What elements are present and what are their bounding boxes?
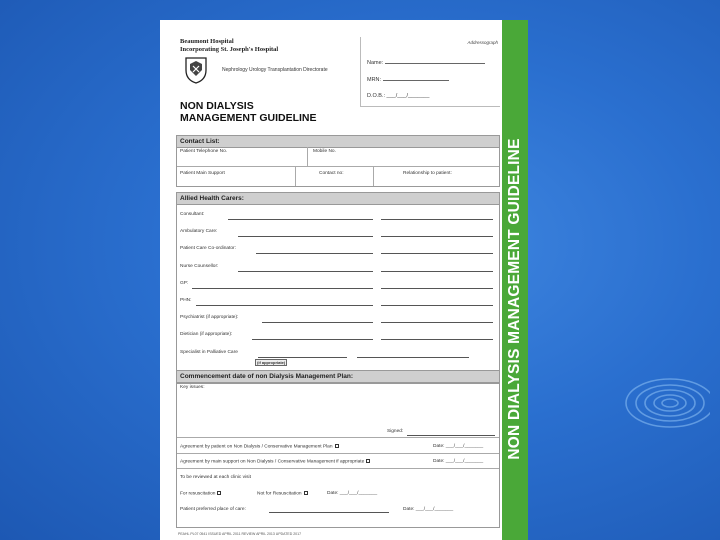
patient-name-field[interactable]: Name:	[367, 59, 485, 66]
mrn-field[interactable]: MRN:	[367, 76, 449, 83]
agree-patient-row: Agreement by patient on Non Dialysis / Conservative Management Plan	[180, 444, 339, 449]
resus-date[interactable]: Date: ___/___/_______	[327, 491, 378, 496]
allied-row-label: Nurse Counsellor:	[180, 263, 219, 269]
form-footer: PEAHL PL07 0541 ISSUED APRIL 2011 REVIEW APRIL 2013 UPDATED 2017	[178, 532, 302, 536]
hospital-name: Beaumont Hospital	[180, 38, 234, 45]
allied-row-label: Patient Care Co-ordinator:	[180, 246, 236, 252]
allied-row[interactable]	[177, 312, 499, 324]
ripple-decoration	[600, 355, 710, 455]
commencement-heading: Commencement date of non Dialysis Management Plan:	[177, 371, 499, 383]
allied-row[interactable]	[177, 209, 499, 221]
contact-list-heading: Contact List:	[177, 136, 499, 148]
not-resus-option: Not for Resuscitation	[257, 491, 308, 496]
key-issues-field[interactable]: Key issues:	[180, 385, 205, 390]
signed-field[interactable]: Signed:	[387, 429, 404, 434]
resus-option: For resuscitation	[180, 491, 221, 496]
contact-no-field[interactable]: Contact no:	[319, 171, 344, 176]
allied-row[interactable]	[177, 295, 499, 307]
dob-field[interactable]: D.O.B.: ___/___/_______	[367, 93, 430, 99]
allied-row[interactable]	[177, 329, 499, 341]
allied-row-label: PHN:	[180, 298, 192, 303]
form-document	[160, 20, 528, 540]
contact-list-section	[176, 135, 500, 187]
directorate-label: Nephrology Urology Transplantation Directorate	[222, 67, 328, 73]
allied-row[interactable]	[177, 243, 499, 255]
not-resus-checkbox[interactable]	[304, 491, 308, 495]
preferred-place-date[interactable]: Date: ___/___/_______	[403, 507, 454, 512]
preferred-place-field[interactable]: Patient preferred place of care:	[180, 507, 246, 512]
telephone-field[interactable]: Patient Telephone No.	[180, 149, 228, 154]
agree-patient-checkbox[interactable]	[335, 444, 339, 448]
allied-row-label: Psychiatrist (if appropriate):	[180, 315, 239, 321]
side-title: NON DIALYSIS MANAGEMENT GUIDELINE	[506, 138, 523, 460]
allied-health-heading: Allied Health Carers:	[177, 193, 499, 205]
agree-patient-date[interactable]: Date: ___/___/_______	[433, 444, 484, 449]
allied-row-label: GP:	[180, 280, 189, 286]
hospital-crest-icon	[184, 56, 208, 84]
allied-row[interactable]	[177, 278, 499, 290]
if-appropriate-note: (if appropriate)	[257, 359, 286, 365]
mobile-field[interactable]: Mobile No.	[313, 149, 336, 154]
allied-row-label: Dietician (if appropriate):	[180, 332, 233, 338]
review-note: To be reviewed at each clinic visit	[180, 475, 251, 480]
resus-checkbox[interactable]	[217, 491, 221, 495]
allied-row-label: Specialist in Palliative Care	[180, 349, 238, 355]
commencement-section	[176, 370, 500, 528]
allied-row[interactable]	[177, 261, 499, 273]
addressograph-tag: Addressograph	[467, 40, 498, 45]
allied-row[interactable]	[177, 347, 499, 365]
agree-support-checkbox[interactable]	[366, 459, 370, 463]
allied-row[interactable]	[177, 226, 499, 238]
allied-row-label: Ambulatory Care:	[180, 229, 218, 235]
addressograph-box	[360, 37, 500, 107]
main-support-field[interactable]: Patient Main Support	[180, 171, 225, 176]
agree-support-date[interactable]: Date: ___/___/_______	[433, 459, 484, 464]
hospital-subtitle: Incorporating St. Joseph's Hospital	[180, 46, 279, 53]
agree-support-row: Agreement by main support on Non Dialysis / Conservative Management if appropriate	[180, 459, 370, 464]
relationship-field[interactable]: Relationship to patient:	[403, 171, 452, 176]
page-title: NON DIALYSIS MANAGEMENT GUIDELINE	[180, 100, 317, 124]
allied-row-label: Consultant:	[180, 212, 205, 217]
allied-health-section	[176, 192, 500, 384]
